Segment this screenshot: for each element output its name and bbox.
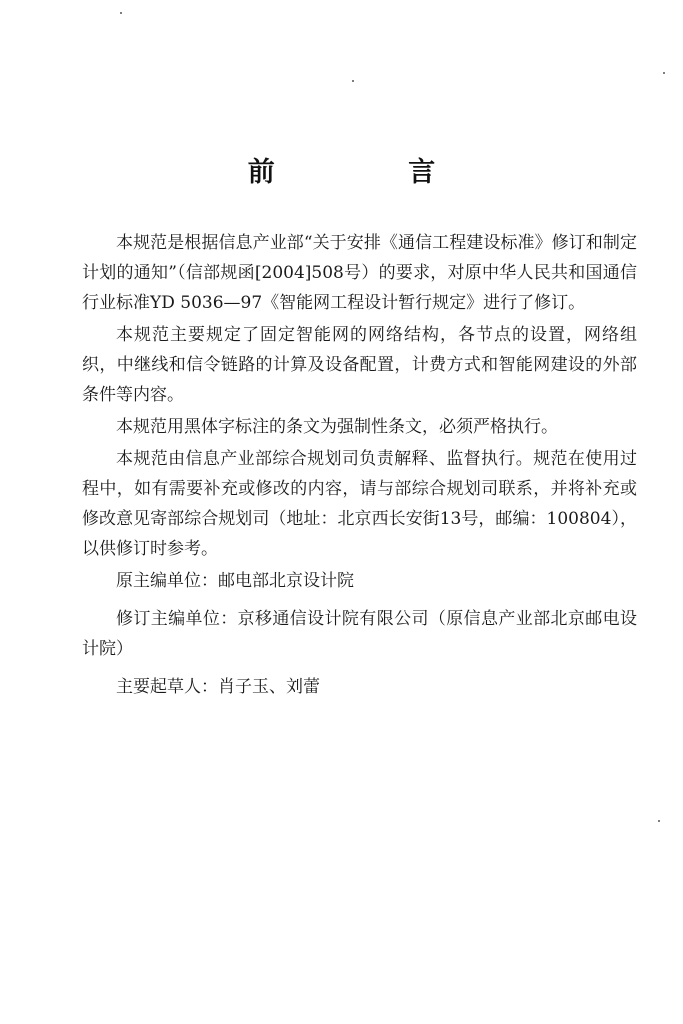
preface-body: [82, 228, 637, 710]
paragraph-scope: 本规范主要规定了固定智能网的网络结构，各节点的设置，网络组织，中继线和信令链路的计算及设备配置，计费方式和智能网建设的外部条件等内容。: [82, 325, 637, 405]
paragraph-interpretation: 本规范由信息产业部综合规划司负责解释、监督执行。规范在使用过程中，如有需要补充或修改的内容，请与部综合规划司联系，并将补充或修改意见寄部综合规划司（地址：北京西长安街13号，邮编：100804），以供修订时参考。: [82, 449, 637, 559]
paragraph-basis: 本规范是根据信息产业部“关于安排《通信工程建设标准》修订和制定计划的通知”（信部规函[2004]508号）的要求，对原中华人民共和国通信行业标准YD 5036—97《智能网工程设计暂行规定》进行了修订。: [82, 233, 637, 313]
credit-revision-editor: 修订主编单位：京移通信设计院有限公司（原信息产业部北京邮电设计院）: [82, 609, 637, 659]
scan-speck: [352, 80, 354, 82]
credit-original-editor: 原主编单位：邮电部北京设计院: [116, 571, 354, 591]
scan-speck: [663, 72, 665, 74]
scan-speck: [120, 12, 122, 14]
credit-drafters: 主要起草人：肖子玉、刘蕾: [116, 677, 320, 697]
page-title: 前 言: [247, 157, 498, 189]
scan-speck: [658, 820, 660, 822]
paragraph-mandatory: 本规范用黑体字标注的条文为强制性条文，必须严格执行。: [116, 417, 558, 437]
